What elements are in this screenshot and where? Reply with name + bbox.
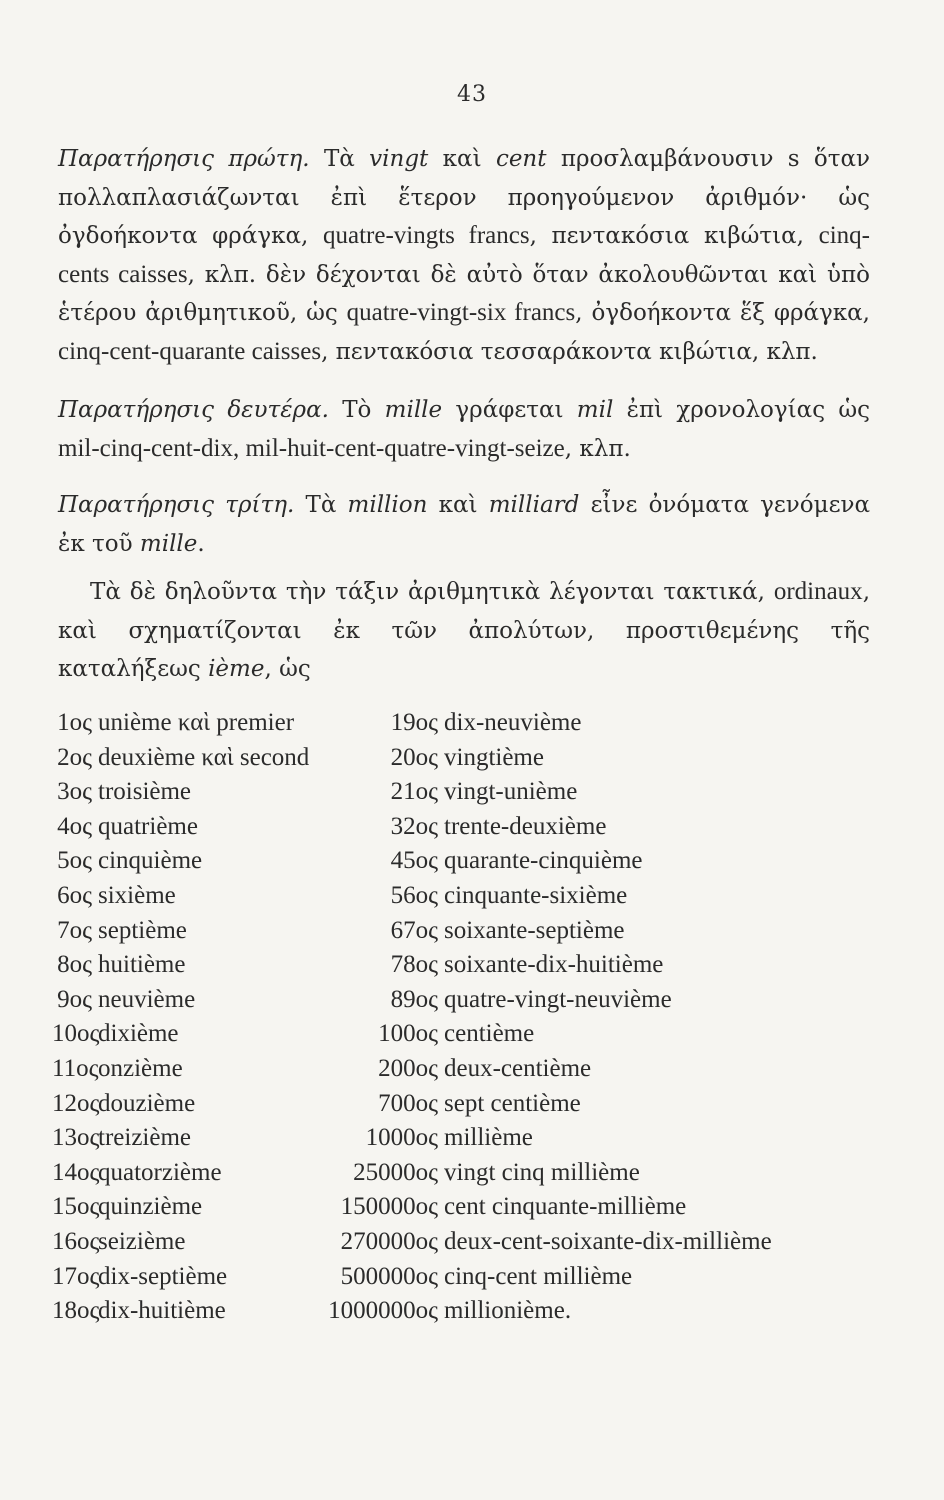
ordinal-number: 67ος [390,916,438,944]
remark-third: Παρατήρησις τρίτη. Τὰ million καὶ milliard εἶνε ὀνόματα γενόμενα ἐκ τοῦ mille. [58,492,871,557]
ordinal-right-entry [314,1087,874,1122]
ordinal-number: 2ος [57,743,92,771]
table-row [52,1225,872,1260]
ordinal-number: 18ος [52,1297,100,1325]
ordinal-right-entry [314,706,874,741]
ordinal-right-entry [314,1260,874,1295]
ordinal-word: deuxième καὶ second [98,743,310,771]
ordinal-right-entry [314,775,874,810]
ordinal-number: 89ος [390,985,438,1013]
ordinal-number: 5ος [57,847,92,875]
table-row [52,1294,872,1329]
ordinal-number: 8ος [57,951,92,979]
remark-third-heading: Παρατήρησις τρίτη. [58,492,295,518]
example-cinq-cents: cinq-cents caisses [58,222,871,288]
ordinal-word: vingtième [444,743,544,771]
ordinal-word: quatrième [98,812,198,840]
ordinal-number: 32ος [390,812,438,840]
page-number: 43 [457,82,487,107]
ordinal-number: 700ος [378,1089,438,1117]
ordinal-right-entry [314,914,874,949]
ordinal-right-entry [314,1156,874,1191]
ordinal-word: unième καὶ premier [98,709,295,736]
ordinal-word: dix-septième [98,1262,228,1290]
table-row [52,1017,872,1052]
ordinal-number: 150000ος [340,1193,438,1221]
table-row [52,1121,872,1156]
ordinal-number: 3ος [57,778,92,806]
ordinal-word: douzième [98,1089,196,1117]
ordinal-number: 10ος [52,1020,100,1048]
example-dates: mil-cinq-cent-dix, mil-huit-cent-quatre-vingt-seize [58,434,565,462]
term-ieme: ième [208,656,265,682]
table-row [52,879,872,914]
table-row [52,741,872,776]
ordinal-number: 1000ος [365,1124,438,1152]
example-cinq-cent-quarante: cinq-cent-quarante caisses [58,337,322,365]
ordinal-number: 19ος [390,709,438,736]
ordinal-word: soixante-septième [444,916,625,944]
ordinal-word: deux-centième [444,1054,592,1082]
ordinal-right-entry [314,1052,874,1087]
ordinal-number: 15ος [52,1193,100,1221]
ordinal-right-entry [314,1225,874,1260]
ordinal-right-entry [314,983,874,1018]
table-row [52,1260,872,1295]
ordinal-word: sept centième [444,1089,581,1117]
ordinal-right-entry [314,1017,874,1052]
ordinal-word: soixante-dix-huitième [444,951,664,979]
ordinal-number: 45ος [390,847,438,875]
table-row [52,775,872,810]
ordinal-number: 13ος [52,1124,100,1152]
ordinal-word: septième [98,916,187,944]
ordinal-word: cinquante-sixième [444,881,628,909]
ordinal-word: deux-cent-soixante-dix-millième [444,1227,772,1255]
table-row [52,1052,872,1087]
ordinal-number: 16ος [52,1227,100,1255]
term-million: million [347,492,428,518]
ordinal-right-entry [314,844,874,879]
ordinal-number: 9ος [57,985,92,1013]
ordinal-right-entry [314,1190,874,1225]
ordinal-right-entry [314,741,874,776]
ordinal-number: 11ος [52,1054,99,1082]
term-ordinaux: ordinaux [773,578,863,605]
ordinal-word: cent cinquante-millième [444,1193,687,1221]
ordinal-word: millième [444,1124,533,1152]
ordinal-number: 25000ος [353,1158,438,1186]
ordinal-word: cinquième [98,847,203,875]
ordinal-number: 1ος [57,709,92,736]
ordinal-word: quatorzième [98,1158,222,1186]
ordinal-word: dixième [98,1020,179,1048]
term-mil: mil [576,397,614,423]
table-row [52,1190,872,1225]
ordinal-word: cinq-cent millième [444,1262,633,1290]
remark-first-heading: Παρατήρησις πρώτη. [58,146,310,172]
ordinal-right-entry [314,1121,874,1156]
table-row [52,706,872,741]
term-mille: mille [384,397,443,423]
table-row [52,948,872,983]
ordinal-number: 4ος [57,812,92,840]
example-quatre-vingts: quatre-vingts francs [322,222,530,249]
table-row [52,810,872,845]
ordinal-number: 7ος [57,916,92,944]
ordinal-number: 200ος [378,1054,438,1082]
ordinal-word: trente-deuxième [444,812,607,840]
ordinal-word: dix-huitième [98,1297,226,1325]
ordinal-word: centième [444,1020,535,1048]
ordinal-word: seizième [98,1227,186,1255]
example-quatre-vingt-six: quatre-vingt-six francs [346,299,576,326]
ordinal-number: 20ος [390,743,438,771]
ordinal-number: 270000ος [340,1227,438,1255]
table-row [52,844,872,879]
ordinal-word: troisième [98,778,192,806]
term-milliard: milliard [488,492,580,518]
ordinal-number: 78ος [390,951,438,979]
ordinals-intro: Τὰ δὲ δηλοῦντα τὴν τάξιν ἀριθμητικὰ λέγονται τακτικά, ordinaux, καὶ σχηματίζονται ἐκ τῶν ἀπολύτων, προστιθεμένης τῆς καταλήξεως ième, ὡς [58,578,870,682]
ordinal-right-entry [314,810,874,845]
ordinal-word: quarante-cinquième [444,847,643,875]
ordinal-word: millionième. [444,1297,572,1325]
ordinal-word: quatre-vingt-neuvième [444,985,672,1013]
table-row [52,1087,872,1122]
ordinal-number: 100ος [378,1020,438,1048]
ordinal-number: 17ος [52,1262,100,1290]
ordinal-number: 21ος [390,778,438,806]
ordinal-number: 12ος [52,1089,100,1117]
ordinal-word: vingt-unième [444,778,578,806]
ordinal-word: quinzième [98,1193,203,1221]
ordinal-word: vingt cinq millième [444,1158,640,1186]
ordinal-number: 500000ος [340,1262,438,1290]
table-row [52,1156,872,1191]
term-cent: cent [495,146,547,172]
ordinals-table [52,706,872,1329]
remark-second: Παρατήρησις δευτέρα. Τὸ mille γράφεται mil ἐπὶ χρονολογίας ὡς mil-cinq-cent-dix, mil-huit-cent-quatre-vingt-seize, κλπ. [58,397,870,462]
remark-second-heading: Παρατήρησις δευτέρα. [58,397,329,423]
ordinal-word: onzième [98,1054,183,1082]
remark-first: Παρατήρησις πρώτη. Τὰ vingt καὶ cent προσλαμβάνουσιν s ὅταν πολλαπλασιάζωνται ἐπὶ ἕτερον προηγούμενον ἀριθμόν· ὡς ὀγδοήκοντα φράγκα, quatre-vingts francs, πεντακόσια κιβώτια, cinq-cents caisses, κλπ. δὲν δέχονται δὲ αὐτὸ ὅταν ἀκολουθῶνται καὶ ὑπὸ ἑτέρου ἀριθμητικοῦ, ὡς quatre-vingt-six francs, ὀγδοήκοντα ἕξ φράγκα, cinq-cent-quarante caisses, πεντακόσια τεσσαράκοντα κιβώτια, κλπ. [58,146,871,365]
table-row [52,914,872,949]
ordinal-right-entry [314,948,874,983]
ordinal-word: huitième [98,951,186,979]
term-vingt: vingt [369,146,429,172]
term-mille-2: mille [139,530,198,557]
ordinal-word: sixième [98,881,176,909]
ordinal-number: 14ος [52,1158,100,1186]
ordinal-number: 6ος [57,881,92,909]
ordinal-number: 1000000ος [328,1297,438,1325]
ordinal-word: dix-neuvième [444,709,582,736]
ordinal-right-entry [314,1294,874,1329]
ordinal-right-entry [314,879,874,914]
ordinal-word: treizième [98,1124,191,1152]
text-body [58,140,870,689]
ordinal-word: neuvième [98,985,196,1013]
ordinal-number: 56ος [390,881,438,909]
table-row [52,983,872,1018]
